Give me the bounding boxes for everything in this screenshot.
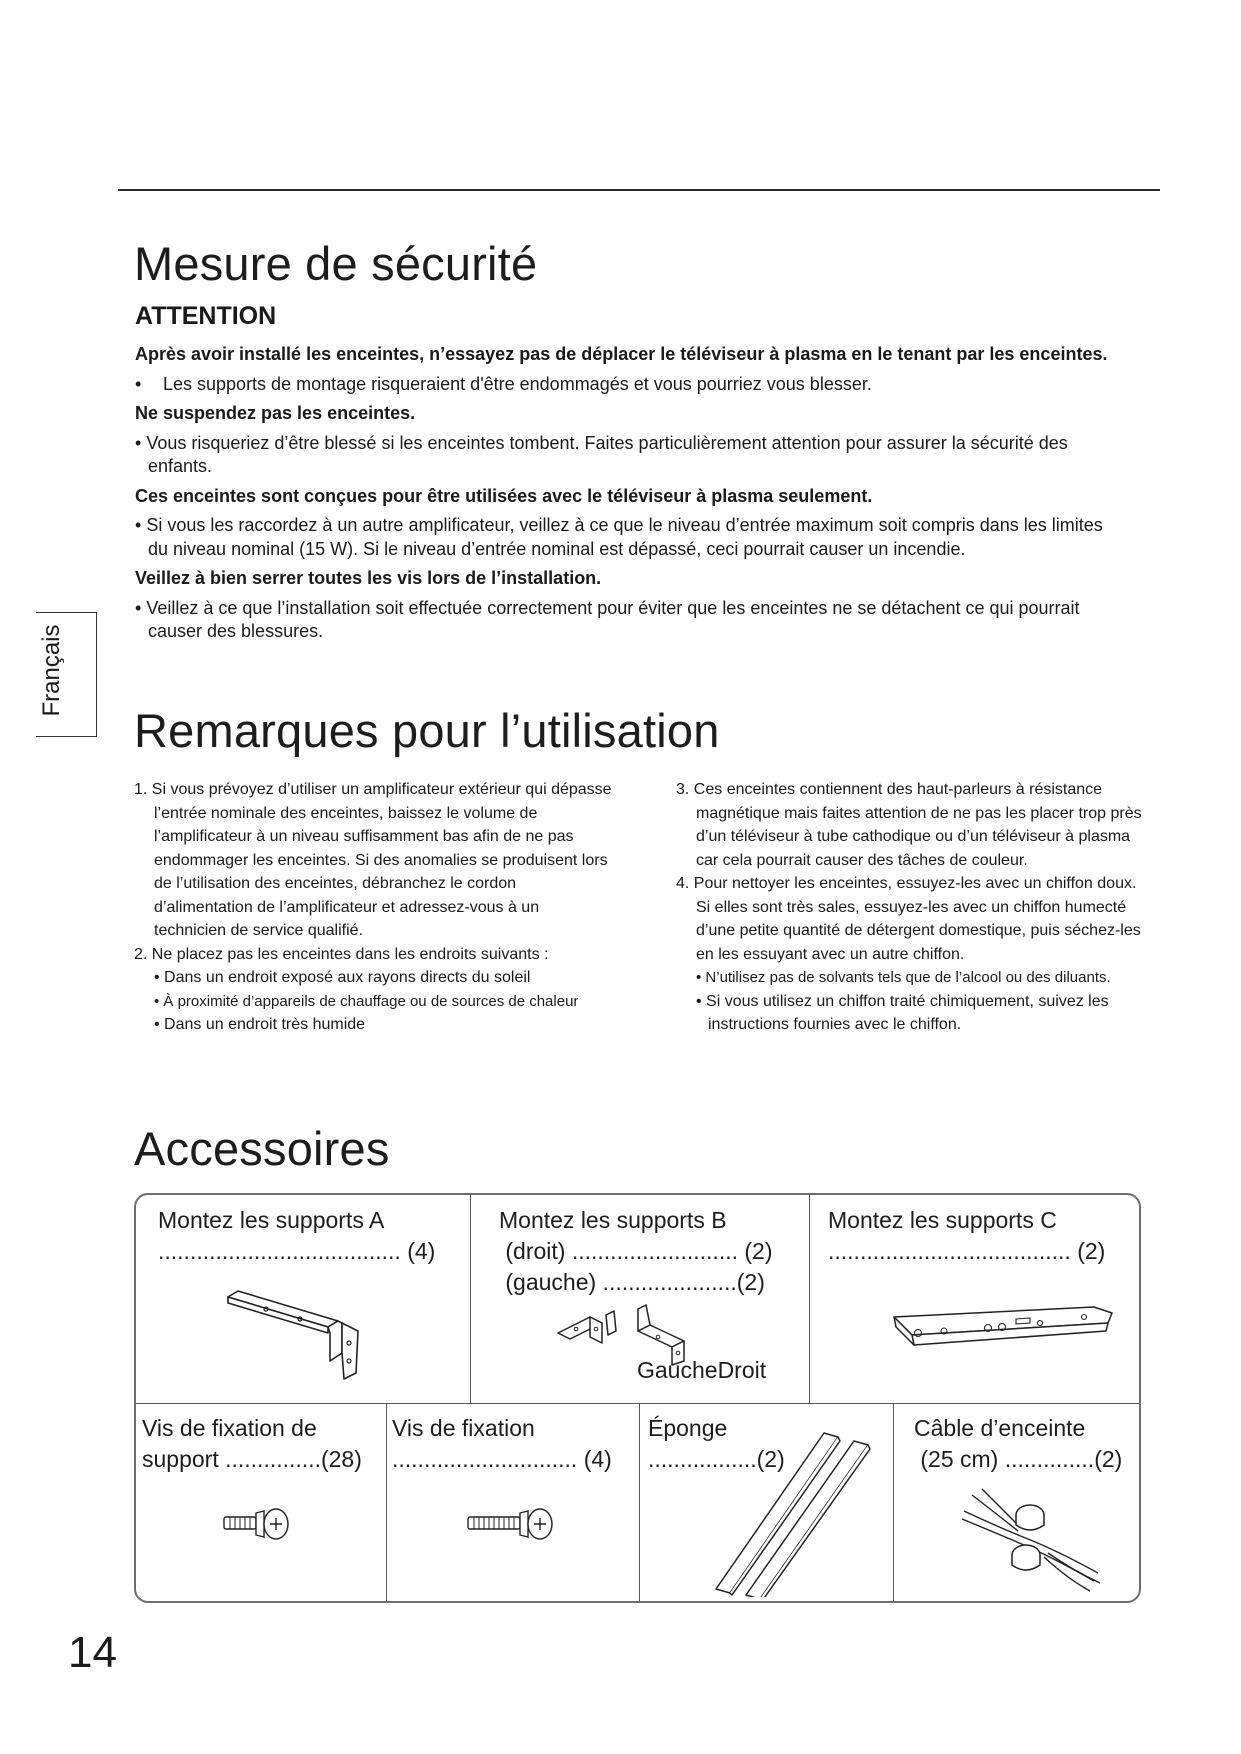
- safety-heading-4: Veillez à bien serrer toutes les vis lors de l’installation.: [135, 568, 602, 588]
- top-rule: [118, 189, 1160, 191]
- safety-bullet-4: • Veillez à ce que l’installation soit effectuée correctement pour éviter que les enceintes ne se détachent ce qui pourrait causer des blessures.: [135, 597, 1080, 641]
- page-number: 14: [68, 1628, 117, 1677]
- remark-item-2-sub: • Dans un endroit très humide: [154, 1016, 366, 1033]
- cable-label: Câble d’enceinte (25 cm) ..............(2): [914, 1415, 1123, 1472]
- safety-heading-3: Ces enceintes sont conçues pour être utilisées avec le téléviseur à plasma seulement.: [135, 485, 873, 506]
- remark-item-4: 4. Pour nettoyer les enceintes, essuyez-les avec un chiffon doux. Si elles sont très sales, essuyez-les avec un chiffon humecté d’une petite quantité de détergent domestique, puis séchez-les en les essuyant avec un autre chiffon.: [676, 875, 1141, 963]
- support-c-label: Montez les supports C ...................................... (2): [828, 1207, 1106, 1264]
- remark-item-4-sub: • N’utilisez pas de solvants tels que de l’alcool ou des diluants.: [696, 969, 1111, 986]
- safety-heading-1: Après avoir installé les enceintes, n’essayez pas de déplacer le téléviseur à plasma en le tenant par les enceintes.: [135, 344, 1108, 364]
- safety-bullet-3: • Si vous les raccordez à un autre amplificateur, veillez à ce que le niveau d’entrée maximum soit compris dans les limites du niveau nominal (15 W). Si le niveau d’entrée nominal est dépassé, ceci pourrait causer un incendie.: [135, 515, 1103, 559]
- table-col-divider: [893, 1403, 894, 1603]
- safety-bullet-1: • Les supports de montage risqueraient d'être endommagés et vous pourriez vous blesser.: [135, 373, 872, 394]
- remark-item-2-sub: • À proximité d’appareils de chauffage ou de sources de chaleur: [154, 992, 579, 1010]
- safety-bullet-2: • Vous risqueriez d’être blessé si les enceintes tombent. Faites particulièrement attention pour assurer la sécurité des enfants.: [135, 432, 1068, 476]
- screw-icon: [466, 1501, 556, 1547]
- sponge-icon: [706, 1427, 876, 1597]
- safety-title: Mesure de sécurité: [134, 237, 538, 290]
- speaker-cable-icon: [958, 1487, 1108, 1595]
- remark-item-2-sub: • Dans un endroit exposé aux rayons directs du soleil: [154, 969, 531, 986]
- safety-heading-2: Ne suspendez pas les enceintes.: [135, 403, 416, 423]
- support-a-bracket-icon: [218, 1287, 408, 1387]
- remark-item-3: 3. Ces enceintes contiennent des haut-parleurs à résistance magnétique mais faites attention de ne pas les placer trop près d’un téléviseur à tube cathodique ou d’un téléviseur à plasma car cela pourrait causer des tâches de couleur.: [676, 781, 1142, 869]
- remark-item-2: 2. Ne placez pas les enceintes dans les endroits suivants :: [134, 945, 549, 963]
- support-a-label: Montez les supports A ...................................... (4): [158, 1207, 436, 1264]
- sponge-label: Éponge .................(2): [648, 1415, 785, 1472]
- remark-item-4-sub: • Si vous utilisez un chiffon traité chimiquement, suivez les instructions fournies avec le chiffon.: [696, 992, 1109, 1033]
- support-screw-label: Vis de fixation de support ...............(28): [142, 1415, 362, 1472]
- screw-label: Vis de fixation ............................. (4): [392, 1415, 612, 1472]
- support-c-rail-icon: [888, 1303, 1118, 1363]
- remarks-left-column: [134, 778, 614, 1037]
- remark-item-1: 1. Si vous prévoyez d’utiliser un amplificateur extérieur qui dépasse l’entrée nominale des enceintes, baissez le volume de l’amplificateur à un niveau suffisamment bas afin de ne pas endommager les enceintes. Si des anomalies se produisent lors de l’utilisation des enceintes, débranchez le cordon d’alimentation de l’amplificateur et adressez-vous à un technicien de service qualifié.: [134, 781, 612, 939]
- accessories-title: Accessoires: [134, 1122, 390, 1175]
- remarks-title: Remarques pour l’utilisation: [134, 704, 720, 757]
- table-col-divider: [470, 1195, 471, 1403]
- support-b-label: Montez les supports B (droit) .......................... (2) (gauche) .....................(2): [499, 1207, 773, 1295]
- remarks-right-column: [676, 778, 1154, 1037]
- table-col-divider: [639, 1403, 640, 1603]
- table-col-divider: [809, 1195, 810, 1403]
- support-screw-icon: [222, 1501, 292, 1547]
- language-label: Français: [38, 624, 65, 717]
- accessories-table: [134, 1193, 1141, 1603]
- support-b-caption: GaucheDroit: [637, 1357, 767, 1383]
- table-col-divider: [386, 1403, 387, 1603]
- safety-content: [135, 343, 1125, 644]
- attention-heading: ATTENTION: [135, 302, 277, 330]
